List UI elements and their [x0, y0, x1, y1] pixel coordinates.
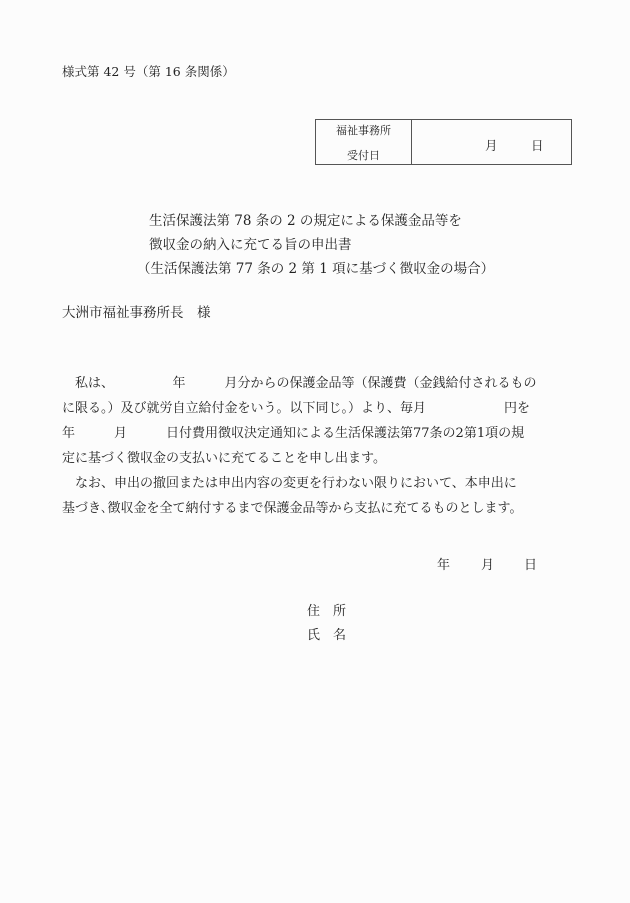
reception-label-line1: 福祉事務所 — [336, 123, 391, 137]
reception-date-box — [315, 119, 572, 165]
body-line: に限る。）及び就労自立給付金をいう。以下同じ。）より、毎月 円を — [62, 401, 531, 416]
reception-day-label: 日 — [531, 138, 544, 153]
body-line: 私は、 年 月分からの保護金品等（保護費（金銭給付されるもの — [62, 376, 537, 391]
date-month-label: 月 — [481, 558, 495, 573]
document-title-line2: 徴収金の納入に充てる旨の申出書 — [149, 237, 352, 253]
reception-label — [316, 120, 412, 164]
addressee: 大洲市福祉事務所長 様 — [62, 305, 211, 321]
document-title-line1: 生活保護法第 78 条の 2 の規定による保護金品等を — [149, 213, 462, 229]
date-year-label: 年 — [437, 558, 451, 573]
name-label: 氏 名 — [307, 628, 347, 643]
reception-date-field[interactable] — [412, 120, 571, 164]
body-line: 定に基づく徴収金の支払いに充てることを申し出ます。 — [62, 451, 386, 466]
form-number: 様式第 42 号（第 16 条関係） — [62, 64, 235, 79]
reception-label-line2: 受付日 — [347, 148, 380, 162]
document-subtitle: （生活保護法第 77 条の 2 第 1 項に基づく徴収金の場合） — [137, 261, 495, 277]
body-line: なお、申出の撤回または申出内容の変更を行わない限りにおいて、本申出に — [62, 476, 517, 491]
date-day-label: 日 — [524, 558, 538, 573]
reception-month-label: 月 — [485, 138, 498, 153]
body-line: 年 月 日付費用徴収決定通知による生活保護法第77条の2第1項の規 — [62, 426, 525, 441]
address-label: 住 所 — [307, 604, 347, 619]
body-line: 基づき､徴収金を全て納付するまで保護金品等から支払に充てるものとします。 — [62, 501, 523, 516]
